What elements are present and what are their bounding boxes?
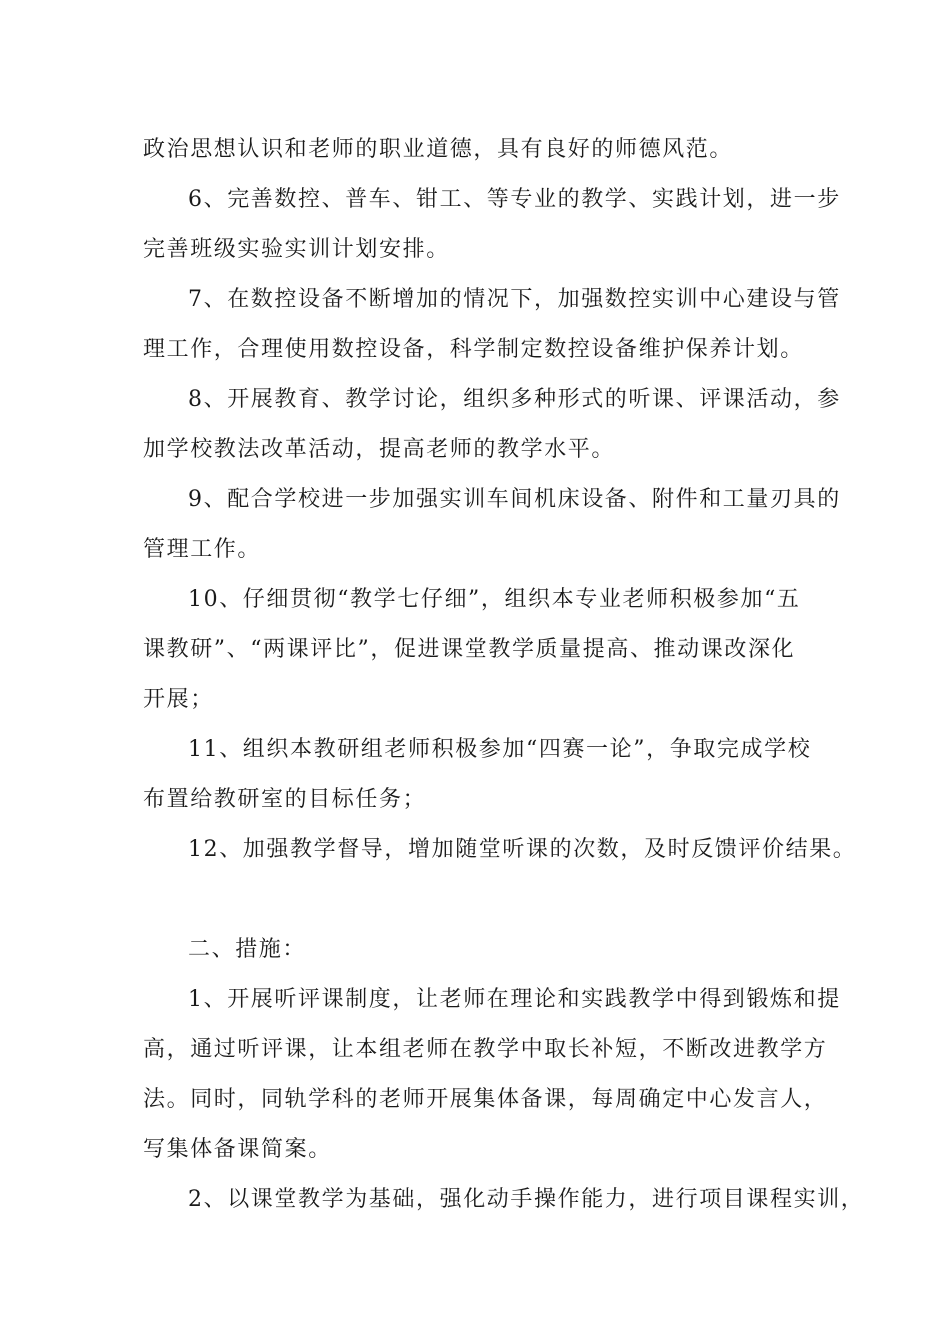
text-line: 8、开展教育、教学讨论，组织多种形式的听课、评课活动，参 xyxy=(188,387,841,412)
text-line: 高，通过听评课，让本组老师在教学中取长补短，不断改进教学方 xyxy=(143,1037,828,1062)
text-line: 理工作，合理使用数控设备，科学制定数控设备维护保养计划。 xyxy=(143,337,804,362)
text-line: 6、完善数控、普车、钳工、等专业的教学、实践计划，进一步 xyxy=(188,187,841,212)
text-line: 10、仔细贯彻“教学七仔细”，组织本专业老师积极参加“五 xyxy=(188,587,801,612)
text-line: 法。同时，同轨学科的老师开展集体备课，每周确定中心发言人， xyxy=(143,1087,828,1112)
text-line: 7、在数控设备不断增加的情况下，加强数控实训中心建设与管 xyxy=(188,287,841,312)
text-line: 1、开展听评课制度，让老师在理论和实践教学中得到锻炼和提 xyxy=(188,987,841,1012)
text-line: 加学校教法改革活动，提高老师的教学水平。 xyxy=(143,437,616,462)
text-line: 政治思想认识和老师的职业道德，具有良好的师德风范。 xyxy=(143,137,734,162)
text-line: 写集体备课简案。 xyxy=(143,1137,332,1162)
text-line: 完善班级实验实训计划安排。 xyxy=(143,237,450,262)
text-line: 2、以课堂教学为基础，强化动手操作能力，进行项目课程实训， xyxy=(188,1187,865,1212)
text-line: 布置给教研室的目标任务； xyxy=(143,787,427,812)
text-line: 12、加强教学督导，增加随堂听课的次数，及时反馈评价结果。 xyxy=(188,837,857,862)
text-line: 课教研”、“两课评比”，促进课堂教学质量提高、推动课改深化 xyxy=(143,637,796,662)
text-line: 管理工作。 xyxy=(143,537,262,562)
text-line: 开展； xyxy=(143,687,214,712)
text-line: 11、组织本教研组老师积极参加“四赛一论”，争取完成学校 xyxy=(188,737,812,762)
section-heading: 二、措施： xyxy=(188,937,307,962)
text-line: 9、配合学校进一步加强实训车间机床设备、附件和工量刃具的 xyxy=(188,487,841,512)
